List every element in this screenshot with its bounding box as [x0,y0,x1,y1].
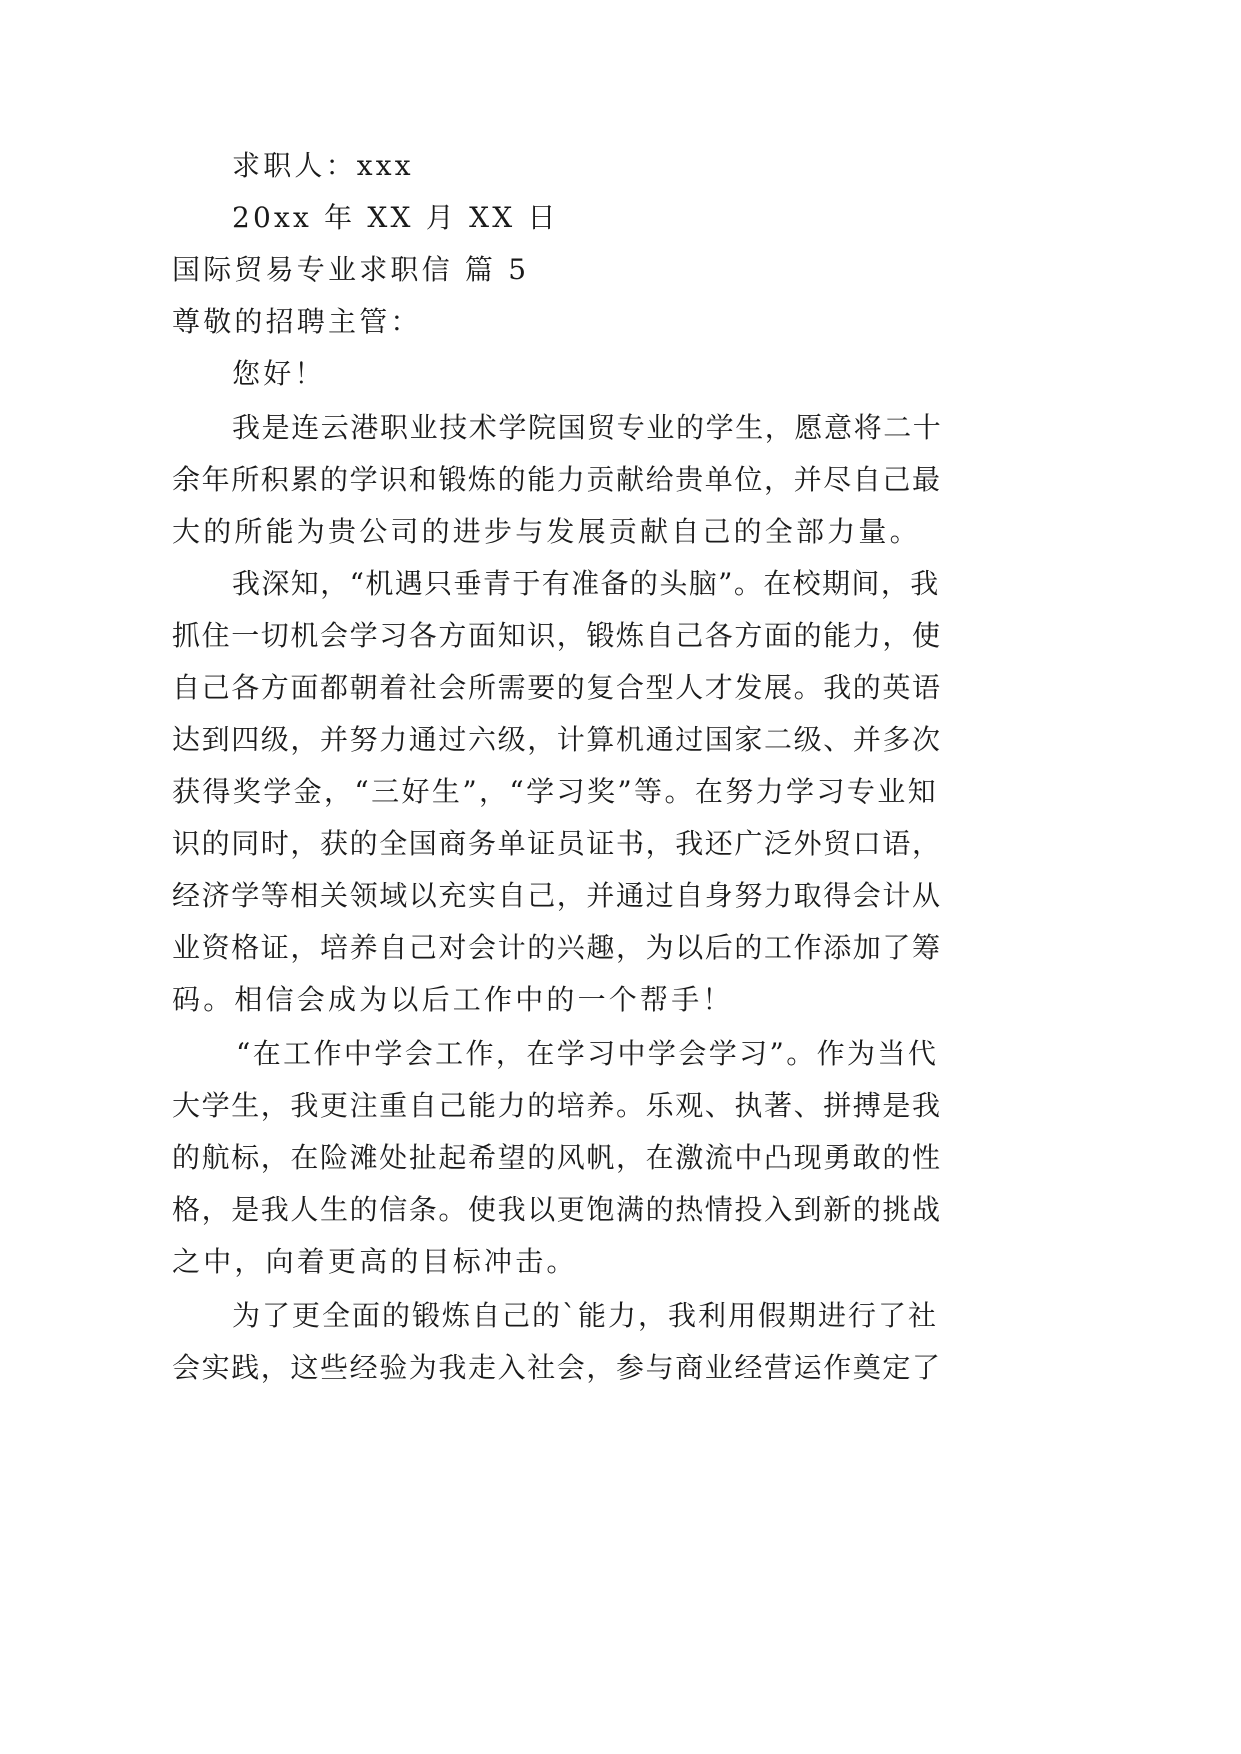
paragraph-line: 经济学等相关领域以充实自己，并通过自身努力取得会计从 [172,879,942,912]
applicant-line: 求职人：xxx [232,149,414,182]
paragraph-line: 我深知，“机遇只垂青于有准备的头脑”。在校期间，我 [232,567,940,600]
paragraph-line: 格，是我人生的信条。使我以更饱满的热情投入到新的挑战 [172,1193,942,1226]
paragraph-line: 会实践，这些经验为我走入社会，参与商业经营运作奠定了 [172,1351,942,1384]
paragraph-line: 码。相信会成为以后工作中的一个帮手！ [172,983,734,1016]
paragraph-line: 大学生，我更注重自己能力的培养。乐观、执著、拼搏是我 [172,1089,942,1122]
paragraph-line: “在工作中学会工作，在学习中学会学习”。作为当代 [236,1037,939,1070]
paragraph-line: 自己各方面都朝着社会所需要的复合型人才发展。我的英语 [172,671,942,704]
paragraph-line: 为了更全面的锻炼自己的`能力，我利用假期进行了社 [232,1299,939,1332]
greeting: 您好！ [232,357,326,390]
salutation: 尊敬的招聘主管： [172,305,422,338]
paragraph-line: 识的同时，获的全国商务单证员证书，我还广泛外贸口语， [172,827,942,860]
paragraph-line: 我是连云港职业技术学院国贸专业的学生，愿意将二十 [232,411,943,444]
paragraph-line: 的航标，在险滩处扯起希望的风帆，在激流中凸现勇敢的性 [172,1141,942,1174]
date-line: 20xx 年 XX 月 XX 日 [232,201,559,234]
paragraph-line: 余年所积累的学识和锻炼的能力贡献给贵单位，并尽自己最 [172,463,942,496]
paragraph-line: 达到四级，并努力通过六级，计算机通过国家二级、并多次 [172,723,942,756]
paragraph-line: 业资格证，培养自己对会计的兴趣，为以后的工作添加了筹 [172,931,942,964]
paragraph-line: 抓住一切机会学习各方面知识，锻炼自己各方面的能力，使 [172,619,942,652]
paragraph-line: 之中，向着更高的目标冲击。 [172,1245,578,1278]
section-title: 国际贸易专业求职信 篇 5 [172,253,530,286]
paragraph-line: 大的所能为贵公司的进步与发展贡献自己的全部力量。 [172,515,921,548]
paragraph-line: 获得奖学金，“三好生”，“学习奖”等。在努力学习专业知 [172,775,939,808]
